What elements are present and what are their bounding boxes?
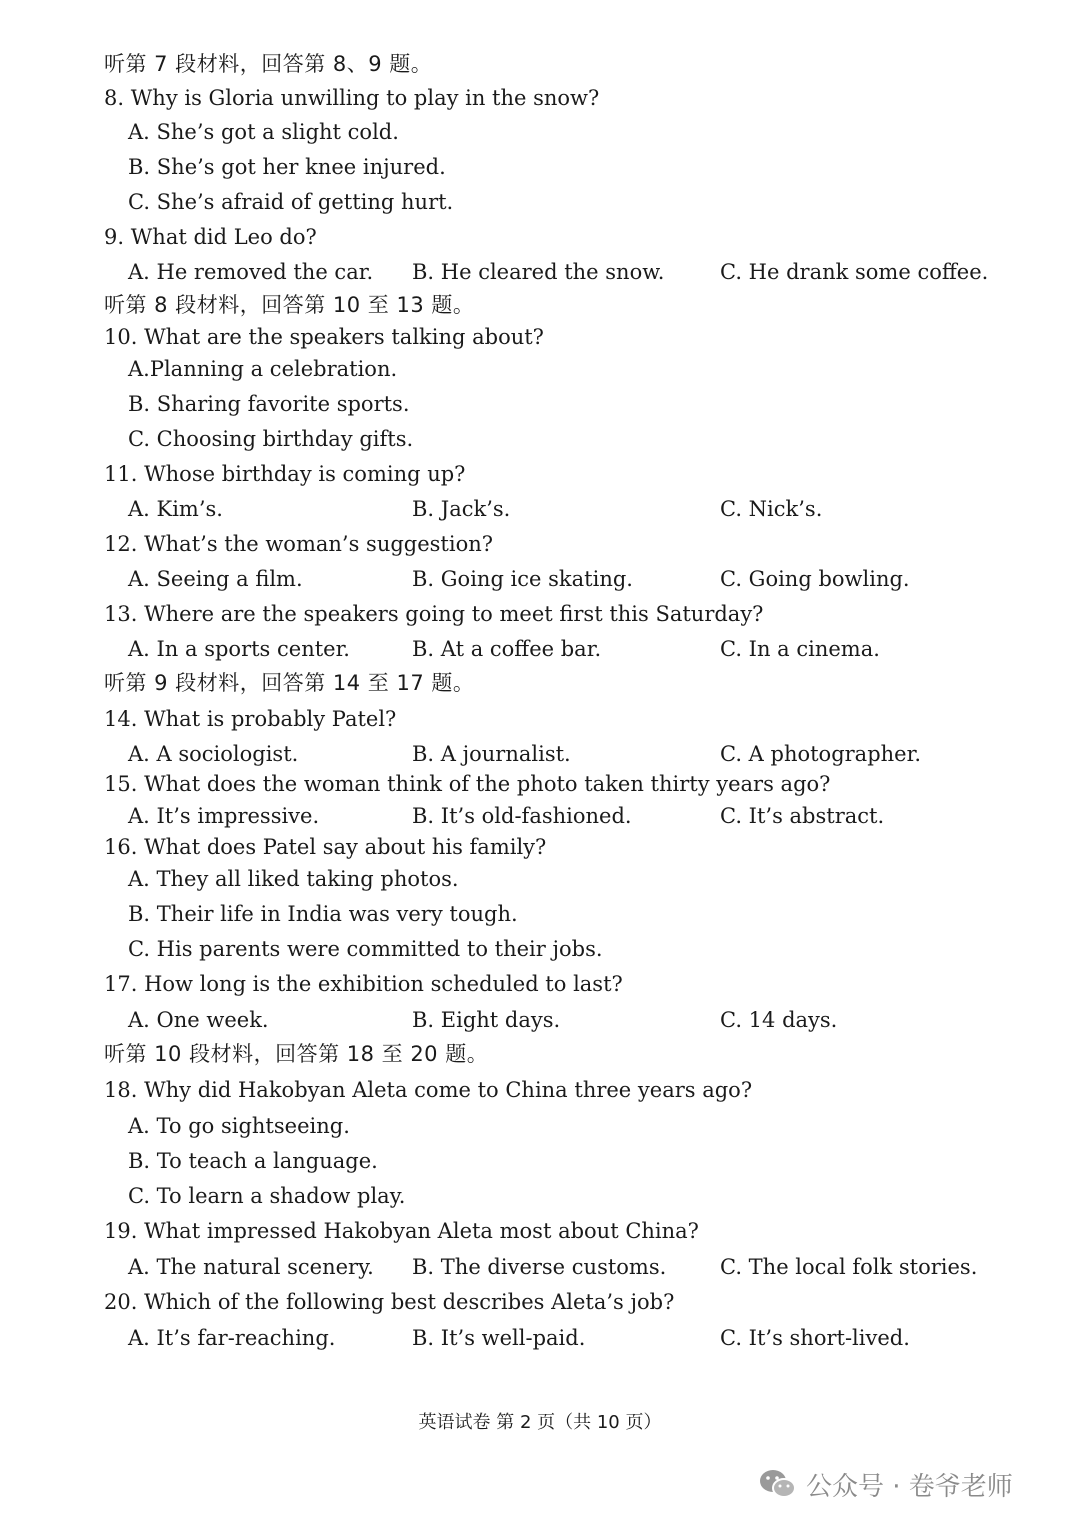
- option-13a: A. In a sports center.: [128, 637, 350, 661]
- option-10b: B. Sharing favorite sports.: [128, 392, 410, 416]
- option-16a: A. They all liked taking photos.: [128, 867, 459, 891]
- option-13b: B. At a coffee bar.: [412, 637, 602, 661]
- question-19: 19. What impressed Hakobyan Aleta most about China?: [104, 1219, 699, 1243]
- question-14: 14. What is probably Patel?: [104, 707, 397, 731]
- question-11: 11. Whose birthday is coming up?: [104, 462, 466, 486]
- question-8: 8. Why is Gloria unwilling to play in the snow?: [104, 86, 600, 110]
- option-13c: C. In a cinema.: [720, 637, 880, 661]
- option-18b: B. To teach a language.: [128, 1149, 378, 1173]
- question-16: 16. What does Patel say about his family?: [104, 835, 547, 859]
- option-15c: C. It’s abstract.: [720, 804, 885, 828]
- section-heading: 听第 10 段材料，回答第 18 至 20 题。: [104, 1042, 489, 1066]
- question-17: 17. How long is the exhibition scheduled to last?: [104, 972, 623, 996]
- question-18: 18. Why did Hakobyan Aleta come to China three years ago?: [104, 1078, 753, 1102]
- option-17a: A. One week.: [128, 1008, 269, 1032]
- option-9a: A. He removed the car.: [128, 260, 374, 284]
- option-15b: B. It’s old-fashioned.: [412, 804, 632, 828]
- option-8b: B. She’s got her knee injured.: [128, 155, 446, 179]
- section-heading: 听第 7 段材料，回答第 8、9 题。: [104, 52, 433, 76]
- option-11c: C. Nick’s.: [720, 497, 823, 521]
- option-14a: A. A sociologist.: [128, 742, 299, 766]
- watermark: [758, 1464, 1013, 1504]
- option-8a: A. She’s got a slight cold.: [128, 120, 399, 144]
- option-11a: A. Kim’s.: [128, 497, 223, 521]
- option-11b: B. Jack’s.: [412, 497, 511, 521]
- option-12c: C. Going bowling.: [720, 567, 910, 591]
- option-12a: A. Seeing a film.: [128, 567, 303, 591]
- option-15a: A. It’s impressive.: [128, 804, 320, 828]
- option-14c: C. A photographer.: [720, 742, 922, 766]
- option-9b: B. He cleared the snow.: [412, 260, 665, 284]
- option-12b: B. Going ice skating.: [412, 567, 633, 591]
- option-17b: B. Eight days.: [412, 1008, 561, 1032]
- option-19b: B. The diverse customs.: [412, 1255, 667, 1279]
- option-20b: B. It’s well-paid.: [412, 1326, 586, 1350]
- option-19a: A. The natural scenery.: [128, 1255, 374, 1279]
- question-10: 10. What are the speakers talking about?: [104, 325, 544, 349]
- question-15: 15. What does the woman think of the photo taken thirty years ago?: [104, 772, 831, 796]
- option-9c: C. He drank some coffee.: [720, 260, 989, 284]
- watermark-text: 公众号 · 卷爷老师: [806, 1471, 1013, 1502]
- option-19c: C. The local folk stories.: [720, 1255, 978, 1279]
- option-17c: C. 14 days.: [720, 1008, 838, 1032]
- wechat-icon: [758, 1467, 798, 1501]
- option-14b: B. A journalist.: [412, 742, 571, 766]
- question-13: 13. Where are the speakers going to meet first this Saturday?: [104, 602, 764, 626]
- option-10c: C. Choosing birthday gifts.: [128, 427, 414, 451]
- option-18c: C. To learn a shadow play.: [128, 1184, 406, 1208]
- option-10a: A.Planning a celebration.: [128, 357, 398, 381]
- option-20c: C. It’s short-lived.: [720, 1326, 910, 1350]
- option-8c: C. She’s afraid of getting hurt.: [128, 190, 454, 214]
- question-20: 20. Which of the following best describes Aleta’s job?: [104, 1290, 675, 1314]
- option-16c: C. His parents were committed to their jobs.: [128, 937, 603, 961]
- option-16b: B. Their life in India was very tough.: [128, 902, 518, 926]
- option-20a: A. It’s far-reaching.: [128, 1326, 336, 1350]
- section-heading: 听第 8 段材料，回答第 10 至 13 题。: [104, 293, 475, 317]
- page-footer: 英语试卷 第 2 页（共 10 页）: [418, 1412, 662, 1433]
- question-9: 9. What did Leo do?: [104, 225, 317, 249]
- question-12: 12. What’s the woman’s suggestion?: [104, 532, 494, 556]
- section-heading: 听第 9 段材料，回答第 14 至 17 题。: [104, 671, 475, 695]
- option-18a: A. To go sightseeing.: [128, 1114, 350, 1138]
